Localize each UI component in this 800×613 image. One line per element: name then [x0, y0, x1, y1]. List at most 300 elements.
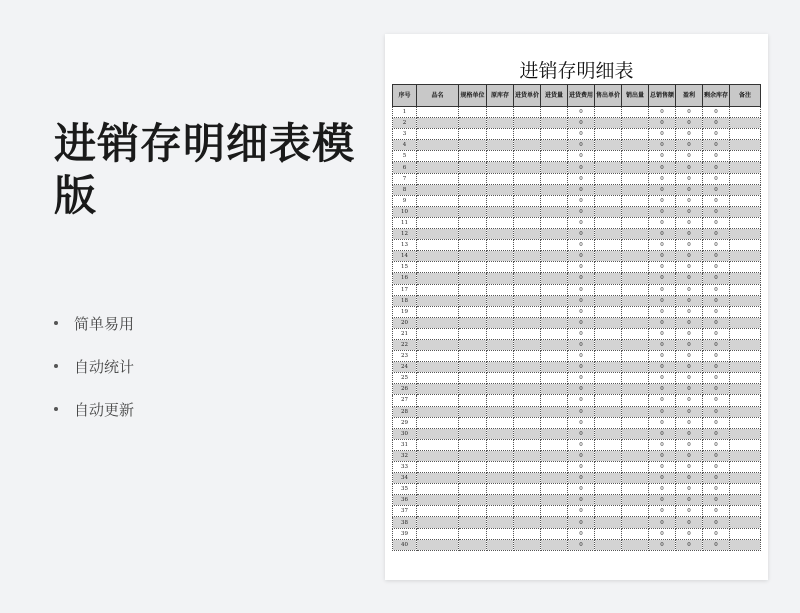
table-cell[interactable] [622, 395, 649, 406]
table-cell[interactable] [417, 251, 459, 262]
table-cell[interactable] [514, 473, 541, 484]
table-cell[interactable]: 0 [568, 262, 595, 273]
table-cell[interactable]: 0 [649, 184, 676, 195]
table-cell[interactable] [417, 273, 459, 284]
table-cell[interactable] [730, 417, 761, 428]
table-cell[interactable]: 0 [676, 173, 703, 184]
table-cell[interactable]: 5 [393, 151, 417, 162]
table-cell[interactable] [459, 251, 487, 262]
table-cell[interactable] [730, 262, 761, 273]
table-cell[interactable]: 0 [676, 107, 703, 118]
table-cell[interactable]: 0 [703, 140, 730, 151]
table-cell[interactable]: 0 [568, 251, 595, 262]
table-cell[interactable] [417, 295, 459, 306]
table-cell[interactable] [459, 462, 487, 473]
table-cell[interactable] [595, 484, 622, 495]
table-cell[interactable] [730, 195, 761, 206]
table-cell[interactable]: 0 [649, 306, 676, 317]
table-cell[interactable] [622, 206, 649, 217]
table-cell[interactable]: 0 [676, 495, 703, 506]
table-cell[interactable] [595, 528, 622, 539]
table-cell[interactable] [514, 417, 541, 428]
table-cell[interactable] [487, 395, 514, 406]
table-cell[interactable] [417, 173, 459, 184]
table-cell[interactable] [595, 373, 622, 384]
table-cell[interactable]: 0 [703, 173, 730, 184]
table-cell[interactable] [514, 295, 541, 306]
table-cell[interactable] [487, 539, 514, 550]
table-cell[interactable] [622, 417, 649, 428]
table-cell[interactable] [541, 406, 568, 417]
table-cell[interactable]: 0 [649, 328, 676, 339]
table-cell[interactable] [541, 240, 568, 251]
table-cell[interactable] [541, 295, 568, 306]
table-cell[interactable] [622, 107, 649, 118]
table-cell[interactable] [487, 417, 514, 428]
table-cell[interactable] [622, 339, 649, 350]
table-cell[interactable]: 0 [676, 395, 703, 406]
table-cell[interactable]: 17 [393, 284, 417, 295]
table-cell[interactable]: 0 [568, 284, 595, 295]
table-cell[interactable]: 0 [676, 140, 703, 151]
table-cell[interactable]: 0 [676, 306, 703, 317]
table-cell[interactable]: 1 [393, 107, 417, 118]
table-cell[interactable]: 0 [676, 118, 703, 129]
table-cell[interactable] [417, 284, 459, 295]
table-cell[interactable] [459, 306, 487, 317]
table-cell[interactable]: 0 [568, 317, 595, 328]
table-cell[interactable] [595, 439, 622, 450]
table-cell[interactable] [622, 184, 649, 195]
table-cell[interactable] [459, 229, 487, 240]
table-cell[interactable] [730, 517, 761, 528]
table-cell[interactable] [459, 217, 487, 228]
table-cell[interactable] [514, 506, 541, 517]
table-cell[interactable] [595, 195, 622, 206]
table-cell[interactable]: 0 [649, 439, 676, 450]
table-cell[interactable]: 0 [703, 151, 730, 162]
table-cell[interactable]: 20 [393, 317, 417, 328]
table-cell[interactable] [417, 306, 459, 317]
table-cell[interactable] [541, 118, 568, 129]
table-cell[interactable] [417, 184, 459, 195]
table-cell[interactable]: 0 [649, 162, 676, 173]
table-cell[interactable] [730, 384, 761, 395]
table-cell[interactable] [487, 428, 514, 439]
table-cell[interactable] [487, 217, 514, 228]
table-cell[interactable] [595, 240, 622, 251]
table-cell[interactable] [622, 506, 649, 517]
table-cell[interactable]: 0 [568, 295, 595, 306]
table-cell[interactable]: 15 [393, 262, 417, 273]
table-cell[interactable] [459, 450, 487, 461]
table-cell[interactable] [541, 428, 568, 439]
table-cell[interactable]: 0 [649, 240, 676, 251]
table-cell[interactable] [541, 195, 568, 206]
table-cell[interactable] [514, 384, 541, 395]
table-cell[interactable]: 23 [393, 351, 417, 362]
table-cell[interactable]: 27 [393, 395, 417, 406]
table-cell[interactable]: 0 [676, 240, 703, 251]
table-cell[interactable] [459, 517, 487, 528]
table-cell[interactable] [459, 129, 487, 140]
table-cell[interactable] [487, 306, 514, 317]
table-cell[interactable] [730, 206, 761, 217]
table-cell[interactable] [622, 462, 649, 473]
table-cell[interactable] [595, 506, 622, 517]
table-cell[interactable] [595, 539, 622, 550]
table-cell[interactable] [459, 339, 487, 350]
table-cell[interactable] [595, 295, 622, 306]
table-cell[interactable]: 0 [703, 339, 730, 350]
table-cell[interactable] [595, 162, 622, 173]
table-cell[interactable]: 0 [568, 528, 595, 539]
table-cell[interactable] [417, 384, 459, 395]
table-cell[interactable] [730, 151, 761, 162]
table-cell[interactable]: 0 [676, 151, 703, 162]
table-cell[interactable]: 0 [649, 450, 676, 461]
table-cell[interactable] [459, 140, 487, 151]
table-cell[interactable]: 0 [703, 373, 730, 384]
table-cell[interactable]: 0 [649, 428, 676, 439]
table-cell[interactable]: 0 [703, 217, 730, 228]
table-cell[interactable]: 0 [703, 262, 730, 273]
table-cell[interactable]: 0 [568, 473, 595, 484]
table-cell[interactable]: 0 [649, 140, 676, 151]
table-cell[interactable]: 32 [393, 450, 417, 461]
table-cell[interactable] [622, 351, 649, 362]
table-cell[interactable] [417, 262, 459, 273]
table-cell[interactable] [487, 484, 514, 495]
table-cell[interactable] [595, 328, 622, 339]
table-cell[interactable]: 0 [649, 195, 676, 206]
table-cell[interactable] [595, 417, 622, 428]
table-cell[interactable] [514, 406, 541, 417]
table-cell[interactable]: 0 [568, 351, 595, 362]
table-cell[interactable]: 0 [649, 373, 676, 384]
table-cell[interactable] [730, 506, 761, 517]
table-cell[interactable] [730, 528, 761, 539]
table-cell[interactable] [541, 184, 568, 195]
table-cell[interactable] [514, 284, 541, 295]
table-cell[interactable] [541, 273, 568, 284]
table-cell[interactable]: 0 [568, 539, 595, 550]
table-cell[interactable]: 0 [676, 251, 703, 262]
table-cell[interactable] [541, 262, 568, 273]
table-cell[interactable] [730, 162, 761, 173]
table-cell[interactable] [487, 284, 514, 295]
table-cell[interactable]: 0 [568, 484, 595, 495]
table-cell[interactable] [730, 317, 761, 328]
table-cell[interactable] [487, 251, 514, 262]
table-cell[interactable]: 0 [649, 151, 676, 162]
table-cell[interactable] [622, 273, 649, 284]
table-cell[interactable]: 0 [703, 428, 730, 439]
table-cell[interactable] [487, 162, 514, 173]
table-cell[interactable] [622, 251, 649, 262]
table-cell[interactable]: 0 [568, 206, 595, 217]
table-cell[interactable] [730, 439, 761, 450]
table-cell[interactable] [622, 484, 649, 495]
table-cell[interactable]: 0 [676, 417, 703, 428]
table-cell[interactable]: 39 [393, 528, 417, 539]
table-cell[interactable] [459, 473, 487, 484]
table-cell[interactable]: 31 [393, 439, 417, 450]
table-cell[interactable] [622, 229, 649, 240]
table-cell[interactable]: 0 [649, 129, 676, 140]
table-cell[interactable]: 0 [703, 162, 730, 173]
table-cell[interactable]: 0 [649, 406, 676, 417]
table-cell[interactable]: 0 [676, 473, 703, 484]
table-cell[interactable]: 0 [676, 184, 703, 195]
table-cell[interactable]: 0 [676, 528, 703, 539]
table-cell[interactable] [514, 184, 541, 195]
table-cell[interactable]: 0 [568, 428, 595, 439]
table-cell[interactable]: 6 [393, 162, 417, 173]
table-cell[interactable]: 0 [676, 362, 703, 373]
table-cell[interactable] [730, 362, 761, 373]
table-cell[interactable] [417, 517, 459, 528]
table-cell[interactable]: 0 [676, 484, 703, 495]
table-cell[interactable]: 0 [703, 528, 730, 539]
table-cell[interactable]: 0 [649, 484, 676, 495]
table-cell[interactable] [487, 439, 514, 450]
table-cell[interactable]: 0 [703, 229, 730, 240]
table-cell[interactable]: 0 [676, 206, 703, 217]
table-cell[interactable]: 0 [703, 417, 730, 428]
table-cell[interactable]: 0 [649, 273, 676, 284]
table-cell[interactable]: 0 [703, 406, 730, 417]
table-cell[interactable] [459, 373, 487, 384]
table-cell[interactable] [730, 140, 761, 151]
table-cell[interactable]: 3 [393, 129, 417, 140]
table-cell[interactable] [622, 306, 649, 317]
table-cell[interactable] [459, 262, 487, 273]
table-cell[interactable] [514, 173, 541, 184]
table-cell[interactable] [487, 384, 514, 395]
table-cell[interactable] [417, 339, 459, 350]
table-cell[interactable]: 0 [649, 462, 676, 473]
table-cell[interactable] [622, 539, 649, 550]
table-cell[interactable] [459, 439, 487, 450]
table-cell[interactable] [541, 317, 568, 328]
table-cell[interactable]: 0 [568, 118, 595, 129]
table-cell[interactable]: 0 [703, 195, 730, 206]
table-cell[interactable] [622, 328, 649, 339]
table-cell[interactable]: 38 [393, 517, 417, 528]
table-cell[interactable]: 10 [393, 206, 417, 217]
table-cell[interactable] [417, 428, 459, 439]
table-cell[interactable] [730, 351, 761, 362]
table-cell[interactable] [459, 184, 487, 195]
table-cell[interactable] [622, 162, 649, 173]
table-cell[interactable]: 0 [568, 406, 595, 417]
table-cell[interactable]: 0 [568, 450, 595, 461]
table-cell[interactable]: 9 [393, 195, 417, 206]
table-cell[interactable]: 0 [703, 317, 730, 328]
table-cell[interactable]: 0 [568, 417, 595, 428]
table-cell[interactable] [459, 206, 487, 217]
table-cell[interactable] [730, 273, 761, 284]
table-cell[interactable] [417, 118, 459, 129]
table-cell[interactable] [541, 206, 568, 217]
table-cell[interactable]: 0 [649, 417, 676, 428]
table-cell[interactable] [622, 262, 649, 273]
table-cell[interactable] [541, 284, 568, 295]
table-cell[interactable] [730, 495, 761, 506]
table-cell[interactable] [459, 317, 487, 328]
table-cell[interactable] [541, 351, 568, 362]
table-cell[interactable]: 0 [568, 495, 595, 506]
table-cell[interactable]: 0 [703, 506, 730, 517]
table-cell[interactable] [459, 162, 487, 173]
table-cell[interactable]: 25 [393, 373, 417, 384]
table-cell[interactable] [730, 295, 761, 306]
table-cell[interactable]: 0 [676, 284, 703, 295]
table-cell[interactable] [595, 351, 622, 362]
table-cell[interactable] [730, 462, 761, 473]
table-cell[interactable] [487, 406, 514, 417]
table-cell[interactable] [459, 428, 487, 439]
table-cell[interactable] [622, 450, 649, 461]
table-cell[interactable] [622, 151, 649, 162]
table-cell[interactable] [730, 251, 761, 262]
table-cell[interactable] [417, 495, 459, 506]
table-cell[interactable]: 0 [649, 495, 676, 506]
table-cell[interactable]: 0 [703, 395, 730, 406]
table-cell[interactable]: 0 [649, 395, 676, 406]
table-cell[interactable] [514, 339, 541, 350]
table-cell[interactable]: 0 [703, 273, 730, 284]
table-cell[interactable] [487, 140, 514, 151]
table-cell[interactable] [595, 229, 622, 240]
table-cell[interactable] [514, 317, 541, 328]
table-cell[interactable]: 0 [676, 506, 703, 517]
table-cell[interactable] [541, 151, 568, 162]
table-cell[interactable] [487, 317, 514, 328]
table-cell[interactable]: 0 [568, 517, 595, 528]
table-cell[interactable] [514, 229, 541, 240]
table-cell[interactable] [514, 195, 541, 206]
table-cell[interactable]: 0 [676, 262, 703, 273]
table-cell[interactable]: 0 [703, 284, 730, 295]
table-cell[interactable] [459, 384, 487, 395]
table-cell[interactable]: 0 [676, 273, 703, 284]
table-cell[interactable]: 0 [649, 173, 676, 184]
table-cell[interactable] [417, 462, 459, 473]
table-cell[interactable] [417, 362, 459, 373]
table-cell[interactable] [730, 339, 761, 350]
table-cell[interactable]: 2 [393, 118, 417, 129]
table-cell[interactable] [541, 495, 568, 506]
table-cell[interactable]: 0 [676, 517, 703, 528]
table-cell[interactable] [730, 328, 761, 339]
table-cell[interactable] [622, 118, 649, 129]
table-cell[interactable]: 0 [703, 351, 730, 362]
table-cell[interactable] [514, 362, 541, 373]
table-cell[interactable] [595, 173, 622, 184]
table-cell[interactable]: 0 [649, 284, 676, 295]
table-cell[interactable]: 0 [703, 240, 730, 251]
table-cell[interactable] [595, 107, 622, 118]
table-cell[interactable] [514, 240, 541, 251]
table-cell[interactable] [487, 328, 514, 339]
table-cell[interactable] [514, 306, 541, 317]
table-cell[interactable] [514, 273, 541, 284]
table-cell[interactable] [487, 362, 514, 373]
table-cell[interactable] [730, 473, 761, 484]
table-cell[interactable] [622, 406, 649, 417]
table-cell[interactable]: 30 [393, 428, 417, 439]
table-cell[interactable]: 0 [568, 273, 595, 284]
table-cell[interactable] [514, 262, 541, 273]
table-cell[interactable]: 36 [393, 495, 417, 506]
table-cell[interactable]: 0 [568, 306, 595, 317]
table-cell[interactable] [487, 229, 514, 240]
table-cell[interactable] [541, 217, 568, 228]
table-cell[interactable] [622, 140, 649, 151]
table-cell[interactable] [622, 284, 649, 295]
table-cell[interactable] [622, 428, 649, 439]
table-cell[interactable] [730, 229, 761, 240]
table-cell[interactable]: 0 [703, 484, 730, 495]
table-cell[interactable] [541, 384, 568, 395]
table-cell[interactable]: 0 [703, 473, 730, 484]
table-cell[interactable] [514, 395, 541, 406]
table-cell[interactable] [541, 362, 568, 373]
table-cell[interactable] [595, 473, 622, 484]
table-cell[interactable] [595, 317, 622, 328]
table-cell[interactable] [595, 395, 622, 406]
table-cell[interactable] [514, 118, 541, 129]
table-cell[interactable] [487, 151, 514, 162]
table-cell[interactable] [622, 439, 649, 450]
table-cell[interactable]: 0 [568, 195, 595, 206]
table-cell[interactable] [514, 140, 541, 151]
table-cell[interactable]: 0 [568, 140, 595, 151]
table-cell[interactable] [595, 140, 622, 151]
table-cell[interactable] [487, 262, 514, 273]
table-cell[interactable] [595, 517, 622, 528]
table-cell[interactable] [514, 450, 541, 461]
table-cell[interactable]: 0 [703, 384, 730, 395]
table-cell[interactable] [595, 251, 622, 262]
table-cell[interactable] [459, 295, 487, 306]
table-cell[interactable] [622, 129, 649, 140]
table-cell[interactable] [541, 129, 568, 140]
table-cell[interactable] [514, 428, 541, 439]
table-cell[interactable]: 26 [393, 384, 417, 395]
table-cell[interactable] [487, 462, 514, 473]
table-cell[interactable] [487, 184, 514, 195]
table-cell[interactable] [514, 206, 541, 217]
table-cell[interactable]: 0 [703, 462, 730, 473]
table-cell[interactable] [730, 184, 761, 195]
table-cell[interactable] [541, 140, 568, 151]
table-cell[interactable] [514, 251, 541, 262]
table-cell[interactable] [459, 273, 487, 284]
table-cell[interactable] [730, 395, 761, 406]
table-cell[interactable] [417, 351, 459, 362]
table-cell[interactable] [459, 484, 487, 495]
table-cell[interactable] [514, 217, 541, 228]
table-cell[interactable]: 33 [393, 462, 417, 473]
table-cell[interactable]: 0 [676, 373, 703, 384]
table-cell[interactable]: 0 [676, 129, 703, 140]
table-cell[interactable] [514, 129, 541, 140]
table-cell[interactable] [730, 373, 761, 384]
table-cell[interactable] [487, 195, 514, 206]
